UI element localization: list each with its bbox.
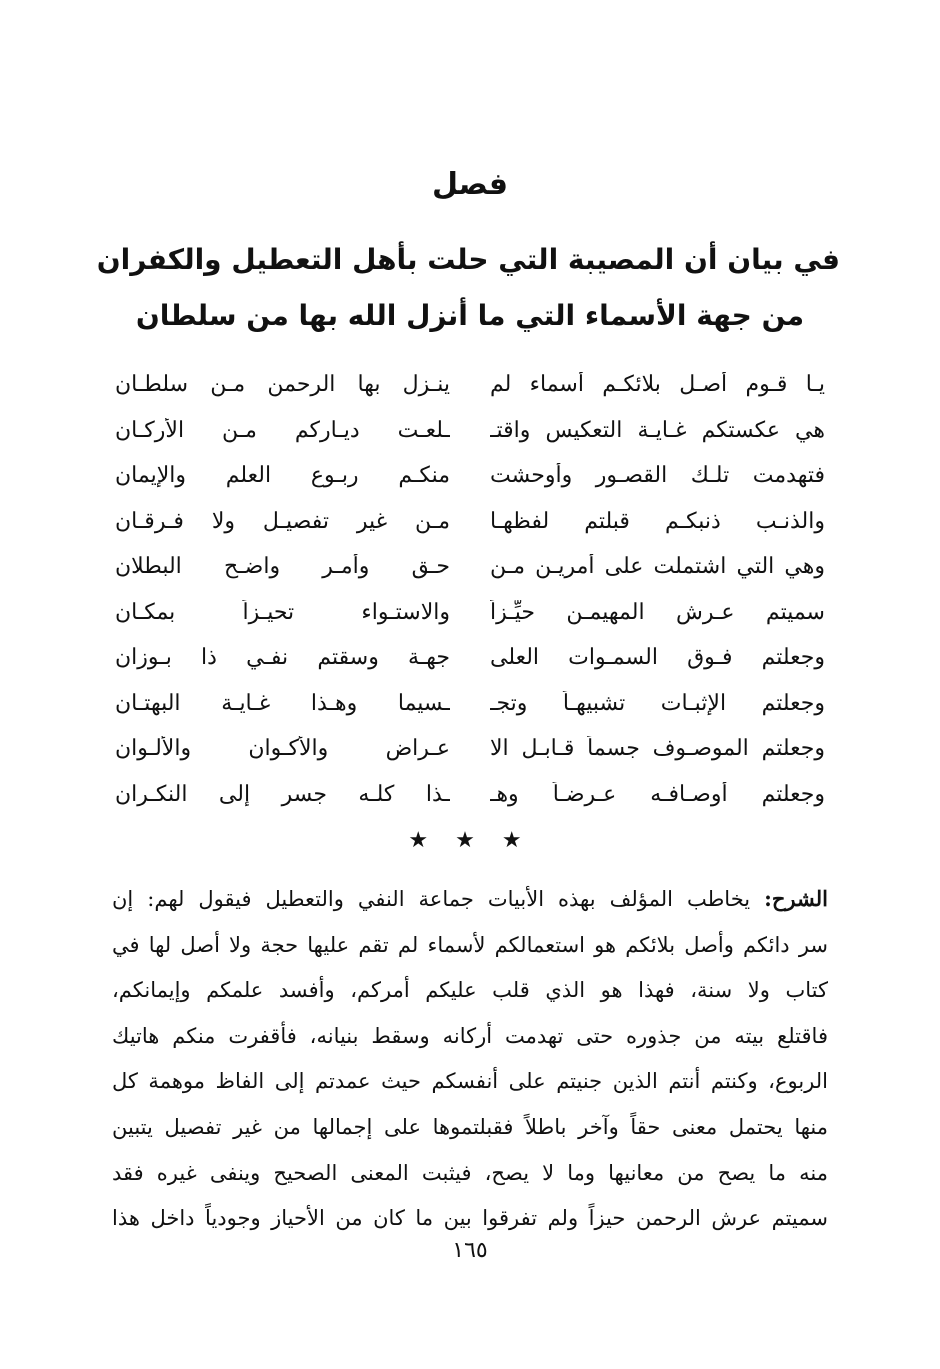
subtitle-line: من جهة الأسماء التي ما أنزل الله بها من سلطان bbox=[135, 299, 805, 332]
commentary-line: منه ما يصح من معانيها وما لا يصح، فيثبت المعنى الصحيح وينفى غيره فقد bbox=[112, 1160, 828, 1185]
commentary-line: سميتم عرش الرحمن حيزاً ولم تفرقوا بين ما كان من الأحياز وجودياً داخل هذا bbox=[112, 1206, 828, 1231]
verse-second-hemistich: والاستـواء تحيـزاً بمكـان bbox=[115, 599, 450, 625]
verse-second-hemistich: منكـم ربـوع العلم والإيمان bbox=[115, 463, 450, 489]
verse-first-hemistich: هي عكستكم غـايـة التعكيس واقتـ bbox=[490, 417, 825, 443]
verse-second-hemistich: ـسيما وهـذا غـايـة البهتـان bbox=[115, 690, 450, 716]
verse-first-hemistich: وهي التي اشتملت على أمريـن مـن bbox=[490, 554, 825, 580]
verse-row bbox=[115, 635, 825, 681]
verse-first-hemistich: سميتم عـرش المهيمـن حيِّـزاً bbox=[490, 599, 825, 625]
commentary-line: فاقتلع بيته من جذوره حتى تهدمت أركانه وسقط بنيانه، فأقفرت منكم هاتيك bbox=[112, 1023, 828, 1048]
verse-row bbox=[115, 544, 825, 590]
verse-row bbox=[115, 726, 825, 772]
verse-row bbox=[115, 362, 825, 408]
verse-second-hemistich: جهـة وسقتم نفـي ذا بـوزان bbox=[115, 645, 450, 671]
verse-row bbox=[115, 681, 825, 727]
verse-first-hemistich: يـا قـوم أصـل بلائكـم أسماء لم bbox=[490, 372, 825, 398]
commentary-line: منها يحتمل معنى حقاً وآخر باطلاً فقبلتموها على إجمالها من غير تفصيل يتبين bbox=[112, 1114, 828, 1139]
commentary-line: سر دائكم وأصل بلائكم هو استعمالكم لأسماء لم تقم عليها حجة ولا أصل لها في bbox=[112, 932, 828, 957]
verse-row bbox=[115, 453, 825, 499]
poem-verses bbox=[115, 362, 825, 817]
verse-first-hemistich: وجعلتم فـوق السمـوات العلى bbox=[490, 645, 825, 671]
verse-second-hemistich: ـلعـت ديـاركم مـن الأركـان bbox=[115, 417, 450, 443]
verse-first-hemistich: والذنـب ذنبكـم قبلتم لفظهـا bbox=[490, 508, 825, 534]
commentary-line: الربوع، وكنتم أنتم الذين جنيتم على أنفسكم حيث عمدتم إلى الفاظ موهمة كل bbox=[112, 1069, 828, 1094]
verse-second-hemistich: حـق وأمـر واضـح البطلان bbox=[115, 554, 450, 580]
section-separator: ★ ★ ★ bbox=[408, 828, 532, 853]
verse-row bbox=[115, 408, 825, 454]
verse-second-hemistich: عـراض والأكـوان والألـوان bbox=[115, 736, 450, 762]
verse-first-hemistich: وجعلتم أوصـافـه عـرضـاً وهـ bbox=[490, 781, 825, 807]
commentary-line bbox=[112, 876, 828, 923]
verse-second-hemistich: ينـزل بها الرحمن مـن سلطـان bbox=[115, 372, 450, 398]
commentary-label: الشرح: bbox=[764, 886, 828, 911]
page-number: ١٦٥ bbox=[452, 1238, 488, 1263]
section-heading: فصل bbox=[432, 167, 508, 202]
commentary-text: يخاطب المؤلف بهذه الأبيات جماعة النفي والتعطيل فيقول لهم: إن bbox=[112, 887, 751, 911]
verse-row bbox=[115, 772, 825, 818]
verse-first-hemistich: فتهدمت تلـك القصـور وأوحشت bbox=[490, 463, 825, 489]
section-subtitle bbox=[96, 232, 840, 344]
verse-first-hemistich: وجعلتم الموصـوف جسماً قـابـل الا bbox=[490, 736, 825, 762]
commentary-paragraph bbox=[112, 876, 828, 1242]
verse-second-hemistich: مـن غير تفصيـل ولا فـرقـان bbox=[115, 508, 450, 534]
verse-row bbox=[115, 499, 825, 545]
commentary-line: كتاب ولا سنة، فهذا هو الذي قلب عليكم أمركم، وأفسد علمكم وإيمانكم، bbox=[112, 978, 828, 1003]
subtitle-line: في بيان أن المصيبة التي حلت بأهل التعطيل والكفران bbox=[96, 243, 840, 276]
verse-row bbox=[115, 590, 825, 636]
verse-second-hemistich: ـذا كلـه جسر إلى النكـران bbox=[115, 781, 450, 807]
verse-first-hemistich: وجعلتم الإثبـات تشبيهـاً وتجـ bbox=[490, 690, 825, 716]
